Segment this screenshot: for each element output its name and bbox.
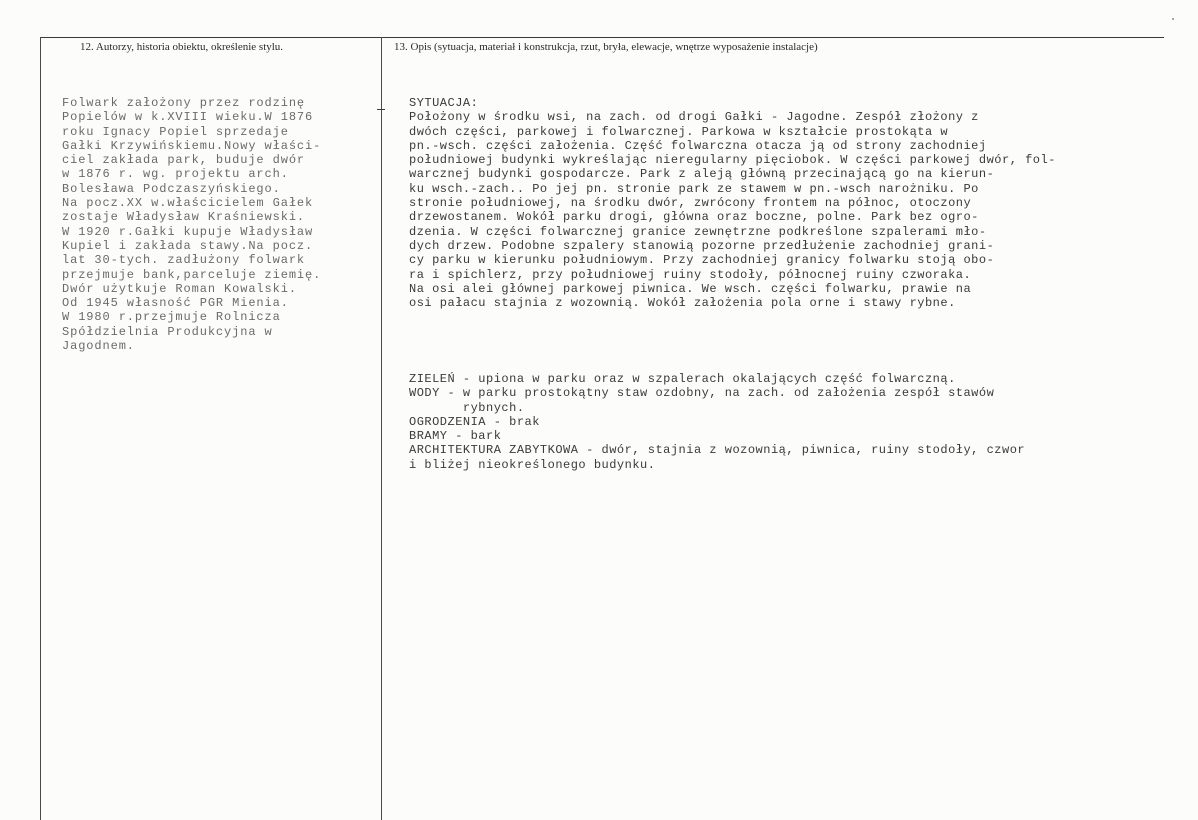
column-divider — [381, 37, 382, 820]
site-elements-text: ZIELEŃ - upiona w parku oraz w szpalerach okalających część folwarczną. WODY - w parku prostokątny staw ozdobny, na zach. od założenia zespół stawów rybnych. OGRODZENIA - brak BRAMY - bark ARCHITEKTURA ZABYTKOWA - dwór, stajnia z wozownią, piwnica, ruiny stodoły, czwor i bliżej nieokreślonego budynku. — [409, 372, 1026, 472]
section-13-heading: 13. Opis (sytuacja, materiał i konstrukcja, rzut, bryła, elewacje, wnętrze wyposażenie instalacje) — [394, 41, 818, 53]
section-12-heading: 12. Autorzy, historia obiektu, określenie stylu. — [80, 41, 284, 53]
top-rule — [40, 37, 1164, 38]
situation-text: SYTUACJA: Położony w środku wsi, na zach. od drogi Gałki - Jagodne. Zespół złożony z dwóch części, parkowej i folwarcznej. Parkowa w kształcie prostokąta w pn.-wsch. części założenia. Część folwarczna otacza ją od strony zachodniej południowej budynki wykreślając nieregularny pięciobok. W części parkowej dwór, fol- warcznej budynki gospodarcze. Park z aleją główną przecinającą go na kierun- ku wsch.-zach.. Po jej pn. stronie park ze stawem w pn.-wsch narożniku. Po stronie południowej, na środku dwór, zwrócony frontem na północ, otoczony drzewostanem. Wokół parku drogi, główna oraz boczne, polne. Park bez ogro- dzenia. W części folwarcznej granice zewnętrzne podkreślone szpalerami mło- dych drzew. Podobne szpalery stanowią pozorne przedłużenie zachodniej grani- cy parku w kierunku południowym. Przy zachodniej granicy folwarku stoją obo- ra i spichlerz, przy południowej ruiny stodoły, północnej ruiny czworaka. Na osi alei głównej parkowej piwnica. We wsch. części folwarku, prawie na osi pałacu stajnia z wozownią. Wokół założenia pola orne i stawy rybne. — [409, 96, 1056, 311]
margin-dash — [377, 109, 385, 110]
history-text: Folwark założony przez rodzinę Popielów w k.XVIII wieku.W 1876 roku Ignacy Popiel sprzedaje Gałki Krzywińskiemu.Nowy właści- ciel zakłada park, buduje dwór w 1876 r. wg. projektu arch. Bolesława Podczaszyńskiego. Na pocz.XX w.właścicielem Gałek zostaje Władysław Kraśniewski. W 1920 r.Gałki kupuje Władysław Kupiel i zakłada stawy.Na pocz. lat 30-tych. zadłużony folwark przejmuje bank,parceluje ziemię. Dwór użytkuje Roman Kowalski. Od 1945 własność PGR Mienia. W 1980 r.przejmuje Rolnicza Spółdzielnia Produkcyjna w Jagodnem. — [62, 96, 322, 354]
page-speck — [1172, 18, 1174, 20]
left-column-rule — [40, 37, 41, 820]
